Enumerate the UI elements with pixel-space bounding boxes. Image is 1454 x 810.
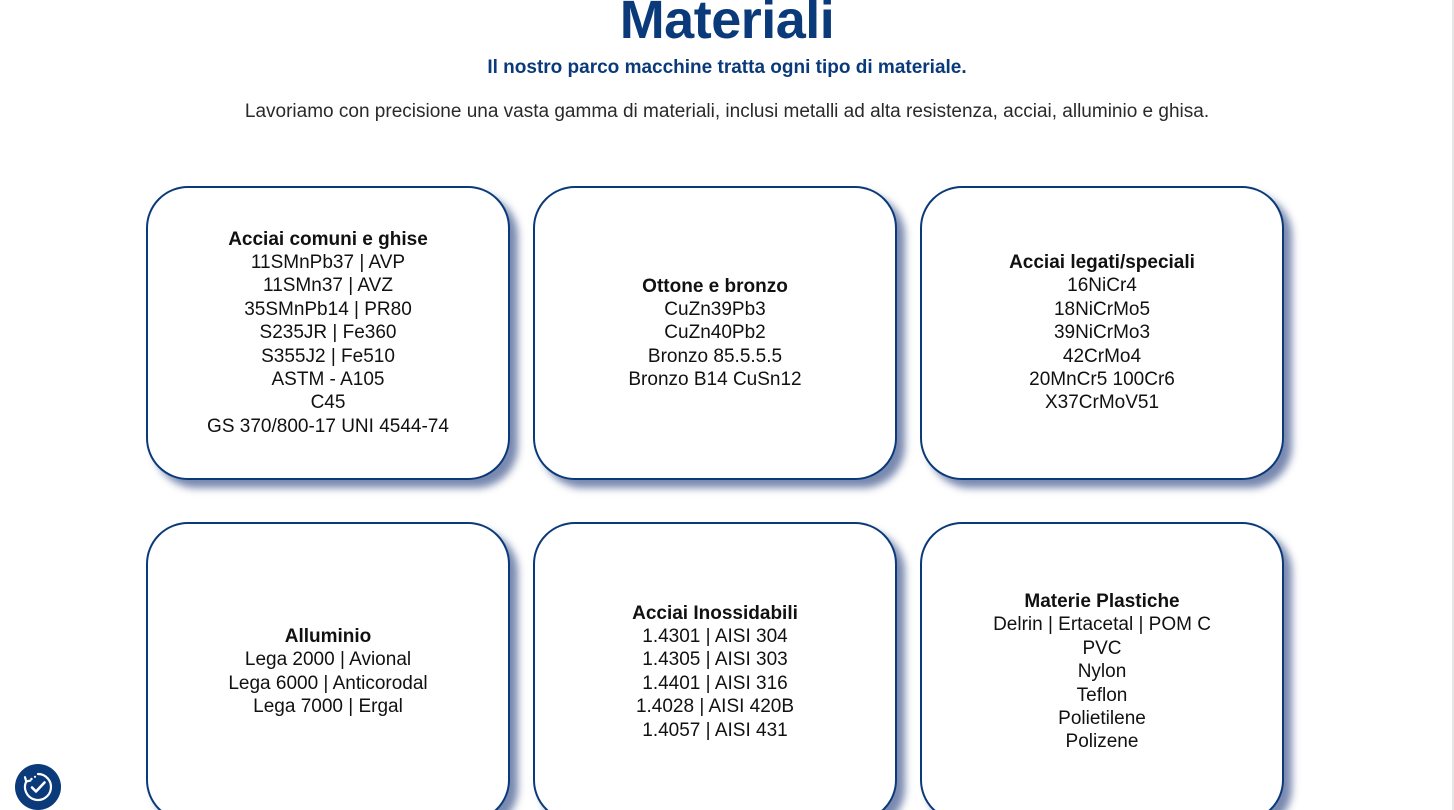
card-item: Teflon <box>1076 684 1128 706</box>
card-item: 1.4028 | AISI 420B <box>635 696 795 718</box>
card-title: Acciai legati/speciali <box>1009 252 1195 274</box>
card-item: CuZn39Pb3 <box>664 298 766 320</box>
card-item: 20MnCr5 100Cr6 <box>1029 368 1175 390</box>
cookie-consent-icon <box>21 770 55 804</box>
card-item: PVC <box>1082 637 1122 659</box>
card-item: GS 370/800-17 UNI 4544-74 <box>207 415 449 437</box>
card-title: Acciai Inossidabili <box>632 602 798 624</box>
card-item: 39NiCrMo3 <box>1053 322 1151 344</box>
card-title: Acciai comuni e ghise <box>228 228 428 250</box>
card-item: Lega 2000 | Avional <box>244 649 412 671</box>
card-item: 35SMnPb14 | PR80 <box>244 298 412 320</box>
card-item: Lega 7000 | Ergal <box>253 696 403 718</box>
card-item: Nylon <box>1077 661 1127 683</box>
card-item: 1.4301 | AISI 304 <box>642 625 788 647</box>
material-card-common-steels <box>146 186 510 480</box>
card-item: X37CrMoV51 <box>1044 392 1160 414</box>
card-item: 1.4305 | AISI 303 <box>642 649 788 671</box>
material-card-plastics <box>920 522 1284 810</box>
material-card-aluminium <box>146 522 510 810</box>
card-item: Bronzo B14 CuSn12 <box>628 368 802 390</box>
page-intro: Lavoriamo con precisione una vasta gamma di materiali, inclusi metalli ad alta resistenza, acciai, alluminio e ghisa. <box>244 101 1210 122</box>
card-title: Materie Plastiche <box>1024 591 1180 613</box>
card-item: 16NiCr4 <box>1067 275 1137 297</box>
card-item: Lega 6000 | Anticorodal <box>228 672 428 694</box>
page-title: Materiali <box>619 0 835 50</box>
material-card-alloy-steels <box>920 186 1284 480</box>
material-card-stainless-steels <box>533 522 897 810</box>
card-item: C45 <box>310 392 346 414</box>
card-title: Ottone e bronzo <box>642 275 788 297</box>
page-subtitle: Il nostro parco macchine tratta ogni tipo di materiale. <box>487 57 967 78</box>
card-item: ASTM - A105 <box>271 368 385 390</box>
card-item: Polizene <box>1065 731 1139 753</box>
card-item: Polietilene <box>1058 707 1146 729</box>
card-item: CuZn40Pb2 <box>664 322 766 344</box>
card-item: 11SMn37 | AVZ <box>263 275 393 297</box>
card-item: 1.4057 | AISI 431 <box>642 719 788 741</box>
card-item: 11SMnPb37 | AVP <box>250 251 406 273</box>
card-title: Alluminio <box>284 626 372 648</box>
card-item: S235JR | Fe360 <box>259 322 397 344</box>
card-item: 42CrMo4 <box>1062 345 1142 367</box>
cookie-consent-button[interactable] <box>15 764 61 810</box>
card-item: S355J2 | Fe510 <box>261 345 395 367</box>
card-item: 18NiCrMo5 <box>1053 298 1151 320</box>
card-item: Bronzo 85.5.5.5 <box>647 345 783 367</box>
material-card-brass-bronze <box>533 186 897 480</box>
card-item: Delrin | Ertacetal | POM C <box>993 614 1211 636</box>
card-item: 1.4401 | AISI 316 <box>642 672 788 694</box>
